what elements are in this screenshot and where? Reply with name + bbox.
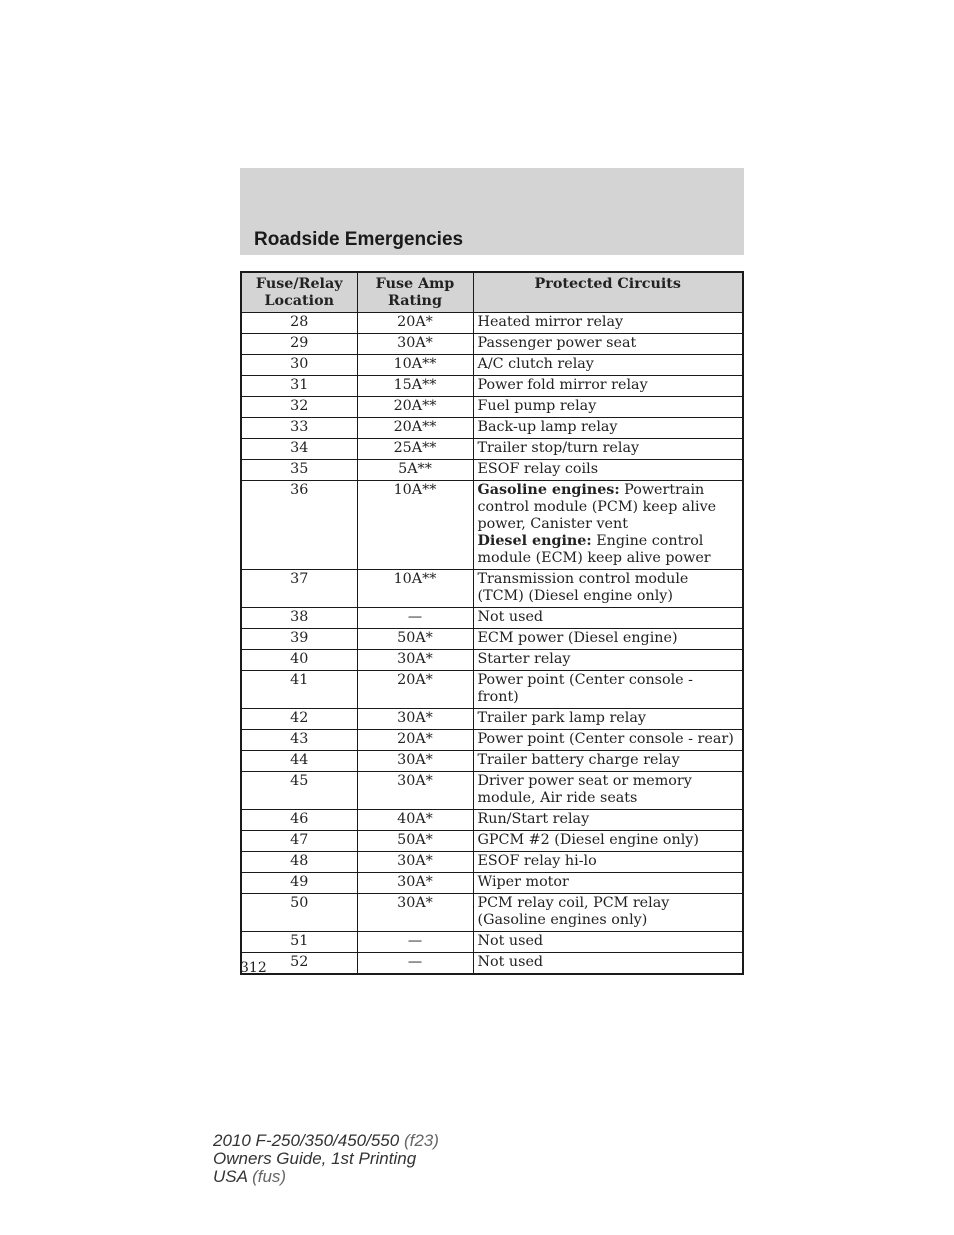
cell-amp-rating: 30A* xyxy=(357,709,473,730)
cell-protected-circuit: Passenger power seat xyxy=(473,334,743,355)
table-row xyxy=(241,376,743,397)
cell-amp-rating: 10A** xyxy=(357,481,473,570)
footer-market: USA xyxy=(213,1167,248,1186)
fuse-table xyxy=(240,271,744,975)
cell-amp-rating: 30A* xyxy=(357,852,473,873)
column-header-location: Fuse/Relay Location xyxy=(241,272,357,313)
circuit-entry xyxy=(478,533,739,567)
cell-amp-rating: — xyxy=(357,608,473,629)
circuit-entry-text: Powertrain control module (PCM) keep alive power, Canister vent xyxy=(477,482,717,532)
cell-location: 33 xyxy=(241,418,357,439)
table-row xyxy=(241,608,743,629)
cell-location: 50 xyxy=(241,894,357,932)
document-footer xyxy=(213,1132,439,1186)
cell-location: 48 xyxy=(241,852,357,873)
table-header-row xyxy=(241,272,743,313)
circuit-entry-heading: Gasoline engines: xyxy=(477,482,620,498)
table-row xyxy=(241,953,743,975)
cell-protected-circuit: Trailer battery charge relay xyxy=(473,751,743,772)
cell-amp-rating: 30A* xyxy=(357,334,473,355)
table-row xyxy=(241,355,743,376)
table-row xyxy=(241,894,743,932)
cell-amp-rating: — xyxy=(357,932,473,953)
column-header-amp-rating: Fuse Amp Rating xyxy=(357,272,473,313)
circuit-entry-text: Engine control module (ECM) keep alive power xyxy=(477,533,711,566)
table-row xyxy=(241,334,743,355)
cell-amp-rating: — xyxy=(357,953,473,975)
table-row xyxy=(241,418,743,439)
cell-amp-rating: 15A** xyxy=(357,376,473,397)
cell-amp-rating: 20A* xyxy=(357,730,473,751)
cell-protected-circuit: Back-up lamp relay xyxy=(473,418,743,439)
cell-amp-rating: 30A* xyxy=(357,894,473,932)
footer-market-code: (fus) xyxy=(252,1167,287,1186)
table-row xyxy=(241,730,743,751)
cell-protected-circuit: Power point (Center console - front) xyxy=(473,671,743,709)
cell-location: 42 xyxy=(241,709,357,730)
cell-amp-rating: 30A* xyxy=(357,873,473,894)
table-row xyxy=(241,313,743,334)
cell-protected-circuit: ESOF relay hi-lo xyxy=(473,852,743,873)
cell-location: 28 xyxy=(241,313,357,334)
section-title: Roadside Emergencies xyxy=(254,229,464,250)
cell-location: 36 xyxy=(241,481,357,570)
cell-protected-circuit: Driver power seat or memory module, Air ride seats xyxy=(473,772,743,810)
cell-amp-rating: 20A* xyxy=(357,313,473,334)
table-row xyxy=(241,481,743,570)
table-row xyxy=(241,439,743,460)
cell-protected-circuit: Run/Start relay xyxy=(473,810,743,831)
footer-printing: Owners Guide, 1st Printing xyxy=(213,1149,417,1168)
cell-location: 31 xyxy=(241,376,357,397)
cell-amp-rating: 50A* xyxy=(357,629,473,650)
cell-location: 32 xyxy=(241,397,357,418)
cell-location: 52 xyxy=(241,953,357,975)
table-row xyxy=(241,932,743,953)
cell-protected-circuit: Fuel pump relay xyxy=(473,397,743,418)
table-row xyxy=(241,397,743,418)
cell-location: 44 xyxy=(241,751,357,772)
circuit-entry xyxy=(478,482,739,533)
cell-protected-circuit: Trailer park lamp relay xyxy=(473,709,743,730)
cell-protected-circuit: GPCM #2 (Diesel engine only) xyxy=(473,831,743,852)
cell-location: 29 xyxy=(241,334,357,355)
table-row xyxy=(241,852,743,873)
fuse-table-body xyxy=(241,313,743,975)
cell-amp-rating: 20A* xyxy=(357,671,473,709)
cell-protected-circuit: Not used xyxy=(473,953,743,975)
cell-protected-circuit: Not used xyxy=(473,932,743,953)
table-row xyxy=(241,460,743,481)
cell-protected-circuit: Wiper motor xyxy=(473,873,743,894)
cell-location: 51 xyxy=(241,932,357,953)
table-row xyxy=(241,873,743,894)
circuit-entry-heading: Diesel engine: xyxy=(477,533,592,549)
cell-amp-rating: 40A* xyxy=(357,810,473,831)
cell-location: 34 xyxy=(241,439,357,460)
cell-protected-circuit: Not used xyxy=(473,608,743,629)
cell-location: 41 xyxy=(241,671,357,709)
footer-model-code: (f23) xyxy=(403,1131,439,1150)
section-header-band xyxy=(240,168,744,255)
cell-protected-circuit: Heated mirror relay xyxy=(473,313,743,334)
cell-amp-rating: 25A** xyxy=(357,439,473,460)
cell-location: 37 xyxy=(241,570,357,608)
table-row xyxy=(241,709,743,730)
cell-location: 35 xyxy=(241,460,357,481)
cell-location: 45 xyxy=(241,772,357,810)
cell-protected-circuit: Power point (Center console - rear) xyxy=(473,730,743,751)
cell-protected-circuit: Trailer stop/turn relay xyxy=(473,439,743,460)
footer-model: 2010 F-250/350/450/550 xyxy=(213,1131,400,1150)
table-row xyxy=(241,671,743,709)
cell-location: 30 xyxy=(241,355,357,376)
cell-amp-rating: 10A** xyxy=(357,355,473,376)
cell-location: 38 xyxy=(241,608,357,629)
cell-amp-rating: 20A** xyxy=(357,418,473,439)
cell-amp-rating: 20A** xyxy=(357,397,473,418)
cell-amp-rating: 50A* xyxy=(357,831,473,852)
table-row xyxy=(241,629,743,650)
page-number: 312 xyxy=(240,960,267,976)
cell-location: 40 xyxy=(241,650,357,671)
table-row xyxy=(241,751,743,772)
cell-location: 46 xyxy=(241,810,357,831)
cell-location: 49 xyxy=(241,873,357,894)
cell-amp-rating: 30A* xyxy=(357,650,473,671)
table-row xyxy=(241,772,743,810)
cell-protected-circuit: PCM relay coil, PCM relay (Gasoline engines only) xyxy=(473,894,743,932)
cell-protected-circuit: ESOF relay coils xyxy=(473,460,743,481)
cell-protected-circuit: Power fold mirror relay xyxy=(473,376,743,397)
cell-protected-circuit: ECM power (Diesel engine) xyxy=(473,629,743,650)
cell-location: 39 xyxy=(241,629,357,650)
table-row xyxy=(241,650,743,671)
table-row xyxy=(241,831,743,852)
cell-protected-circuit: A/C clutch relay xyxy=(473,355,743,376)
cell-protected-circuit xyxy=(473,481,743,570)
cell-location: 43 xyxy=(241,730,357,751)
cell-location: 47 xyxy=(241,831,357,852)
table-row xyxy=(241,810,743,831)
cell-protected-circuit: Transmission control module (TCM) (Diesel engine only) xyxy=(473,570,743,608)
cell-amp-rating: 10A** xyxy=(357,570,473,608)
cell-amp-rating: 5A** xyxy=(357,460,473,481)
cell-amp-rating: 30A* xyxy=(357,751,473,772)
cell-protected-circuit: Starter relay xyxy=(473,650,743,671)
table-row xyxy=(241,570,743,608)
column-header-protected-circuits: Protected Circuits xyxy=(473,272,743,313)
cell-amp-rating: 30A* xyxy=(357,772,473,810)
